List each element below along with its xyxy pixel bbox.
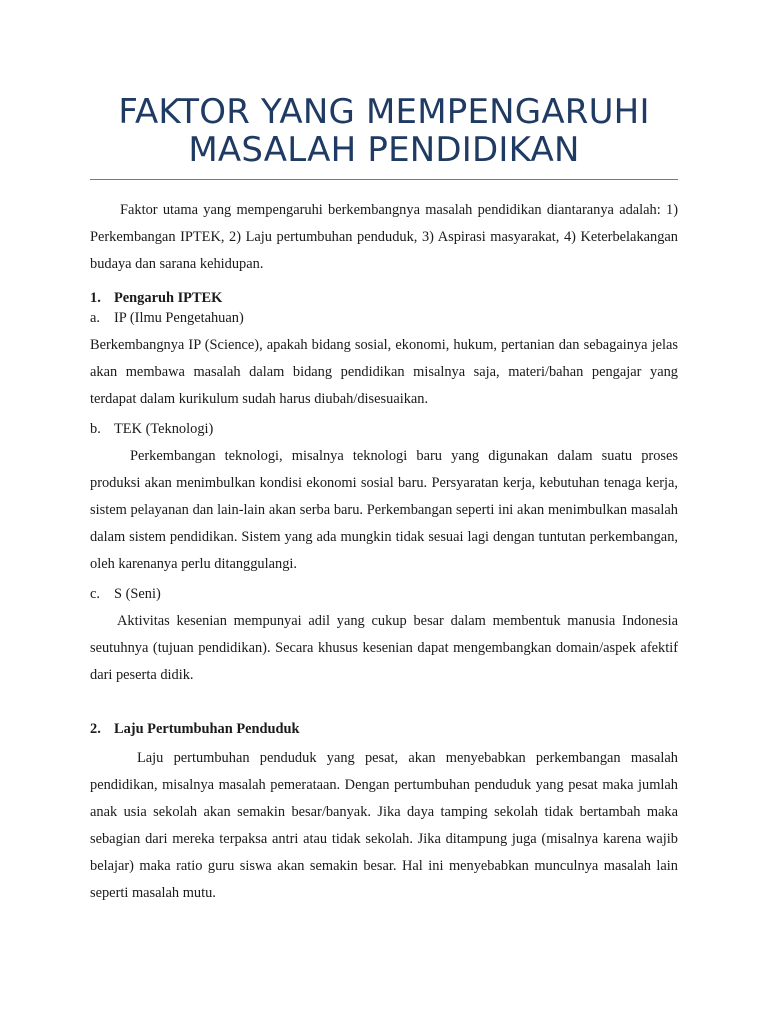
subsection-c-heading (90, 584, 678, 604)
subsection-c-marker: c. (90, 586, 100, 602)
subsection-c-paragraph: Aktivitas kesenian mempunyai adil yang cukup besar dalam membentuk manusia Indonesia seutuhnya (tujuan pendidikan). Secara khusus kesenian dapat mengembangkan domain/aspek afektif dari peserta didik. (90, 613, 678, 683)
subsection-a-heading (90, 308, 678, 328)
title-line-1: FAKTOR YANG MEMPENGARUHI (118, 92, 650, 132)
section-2-number: 2. (90, 721, 101, 737)
subsection-b-label: TEK (Teknologi) (114, 421, 214, 437)
title-line-2: MASALAH PENDIDIKAN (188, 130, 580, 170)
section-2-paragraph: Laju pertumbuhan penduduk yang pesat, akan menyebabkan perkembangan masalah pendidikan, misalnya masalah pemerataan. Dengan pertumbuhan penduduk yang pesat maka jumlah anak usia sekolah akan semakin besar/banyak. Jika daya tamping sekolah tidak bertambah maka sebagian dari mereka terpaksa antri atau tidak sekolah. Jika ditampung juga (misalnya karena wajib belajar) maka ratio guru siswa akan semakin besar. Hal ini menyebabkan munculnya masalah lain seperti masalah mutu. (90, 750, 678, 901)
document-page (90, 0, 678, 907)
intro-paragraph: Faktor utama yang mempengaruhi berkembangnya masalah pendidikan diantaranya adalah: 1) Perkembangan IPTEK, 2) Laju pertumbuhan penduduk, 3) Aspirasi masyarakat, 4) Keterbelakangan budaya dan sarana kehidupan. (90, 202, 678, 272)
section-1-title: Pengaruh IPTEK (114, 290, 223, 306)
subsection-a-marker: a. (90, 310, 100, 326)
section-1-number: 1. (90, 290, 101, 306)
subsection-c-label: S (Seni) (114, 586, 161, 602)
section-2-title: Laju Pertumbuhan Penduduk (114, 721, 300, 737)
subsection-a-label: IP (Ilmu Pengetahuan) (114, 310, 244, 326)
section-2-heading (90, 719, 678, 739)
subsection-b-marker: b. (90, 421, 101, 437)
section-1-heading (90, 288, 678, 308)
subsection-a-paragraph: Berkembangnya IP (Science), apakah bidang sosial, ekonomi, hukum, pertanian dan sebagainya jelas akan membawa masalah dalam bidang pendidikan misalnya saja, materi/bahan pengajar yang terdapat dalam kurikulum sudah harus diubah/disesuaikan. (90, 337, 678, 407)
subsection-b-paragraph: Perkembangan teknologi, misalnya teknologi baru yang digunakan dalam suatu proses produksi akan menimbulkan kondisi ekonomi sosial baru. Persyaratan kerja, kebutuhan tenaga kerja, sistem pelayanan dan lain-lain akan serba baru. Perkembangan seperti ini akan menimbulkan masalah dalam sistem pendidikan. Sistem yang ada mungkin tidak sesuai lagi dengan tuntutan perkembangan, oleh karenanya perlu ditanggulangi. (90, 448, 678, 572)
title-divider (90, 179, 678, 180)
document-title (90, 93, 678, 169)
subsection-b-heading (90, 419, 678, 439)
